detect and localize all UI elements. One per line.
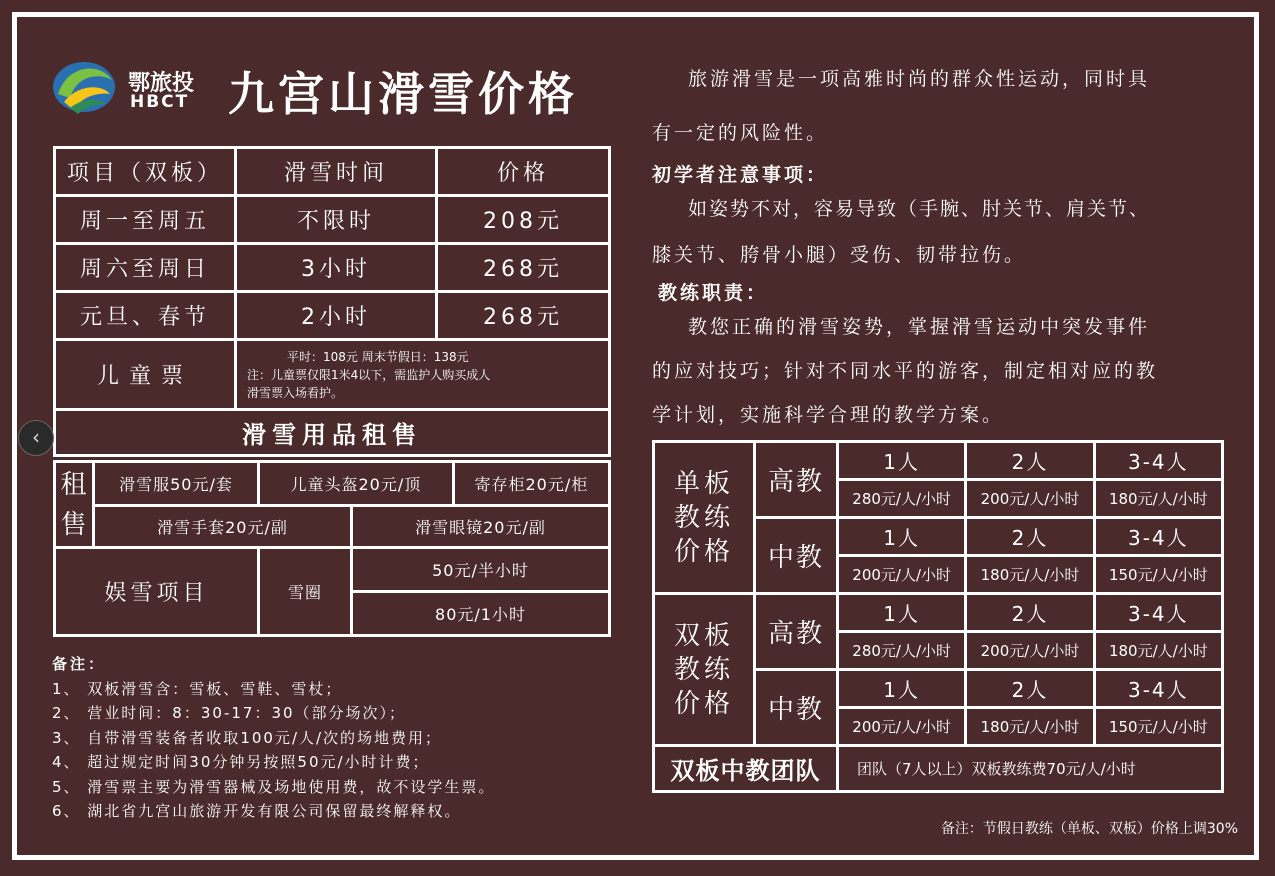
header-price: 价格 [437,148,610,196]
holiday-note: 备注：节假日教练（单板、双板）价格上调30% [940,821,1238,837]
coach-line: 教您正确的滑雪姿势，掌握滑雪运动中突发事件 [688,316,1151,338]
row-item: 周六至周日 [55,244,236,292]
kids-note-line: 滑雪票入场看护。 [247,385,344,400]
coach-price-table [652,440,1224,793]
group-size: 3-4人 [1094,442,1222,480]
note-item: 6、 湖北省九宫山旅游开发有限公司保留最终解释权。 [52,802,462,820]
coach-price: 280元/人/小时 [838,632,966,670]
group-line: 价格 [673,688,734,719]
coach-level: 高教 [755,594,838,670]
row-item: 周一至周五 [55,196,236,244]
table-row [55,244,610,292]
group-line: 教练 [673,502,734,533]
row-time: 不限时 [236,196,437,244]
group-size: 1人 [838,670,966,708]
team-label: 双板中教团队 [654,746,838,792]
coach-price: 150元/人/小时 [1094,708,1222,746]
notes-title: 备注： [52,655,107,673]
team-price-text: 团队（7人以上）双板教练费70元/人/小时 [838,746,1223,792]
rental-item: 滑雪眼镜20元/副 [352,506,610,548]
coach-price: 200元/人/小时 [966,632,1094,670]
table-row [55,292,610,340]
logo-chinese-name: 鄂旅投 [128,71,195,96]
coach-level: 中教 [755,518,838,594]
group-size: 1人 [838,518,966,556]
group-size: 3-4人 [1094,594,1222,632]
note-item: 4、 超过规定时间30分钟另按照50元/小时计费； [52,753,430,771]
coach-level: 中教 [755,670,838,746]
group-size: 2人 [966,518,1094,556]
header-item: 项目（双板） [55,148,236,196]
coach-size-row [654,594,1223,632]
row-time: 3小时 [236,244,437,292]
note-item: 1、 双板滑雪含：雪板、雪鞋、雪杖； [52,679,343,698]
beginner-title: 初学者注意事项： [652,164,829,186]
rental-header-row [55,410,610,456]
beginner-line: 膝关节、胯骨小腿）受伤、韧带拉伤。 [652,244,1027,266]
kids-note-line: 注：儿童票仅限1米4以下，需监护人购买成人 [247,367,491,382]
chevron-left-icon: ‹ [32,425,40,449]
note-item: 2、 营业时间：8：30-17：30（部分场次）； [52,704,407,722]
group-size: 2人 [966,670,1094,708]
logo-english-name: HBCT [130,92,190,112]
team-row [654,746,1223,792]
coach-line: 的应对技巧；针对不同水平的游客，制定相对应的教 [652,360,1159,382]
row-price: 268元 [437,292,610,340]
group-line: 价格 [673,536,734,567]
tube-price: 80元/1小时 [352,592,610,636]
group-size: 2人 [966,594,1094,632]
entertainment-row [55,548,610,592]
ski-price-table [53,146,611,457]
coach-group-label [654,442,755,594]
sale-char: 售 [60,509,88,540]
entertainment-label: 娱雪项目 [55,548,259,636]
coach-level: 高教 [755,442,838,518]
page-title: 九宫山滑雪价格 [228,67,578,121]
coach-price: 200元/人/小时 [838,556,966,594]
rental-item: 儿童头盔20元/顶 [259,462,454,506]
group-size: 1人 [838,442,966,480]
rental-row [55,506,610,548]
group-line: 教练 [673,654,734,685]
coach-title: 教练职责： [658,282,769,304]
coach-price: 180元/人/小时 [1094,632,1222,670]
snow-tube-label: 雪圈 [259,548,352,636]
group-size: 3-4人 [1094,670,1222,708]
rent-sale-tag [55,462,94,548]
row-price: 208元 [437,196,610,244]
coach-group-label [654,594,755,746]
header-time: 滑雪时间 [236,148,437,196]
kids-ticket-label: 儿童票 [55,340,236,410]
rental-table [53,460,611,637]
intro-line: 有一定的风险性。 [652,122,829,144]
coach-line: 学计划，实施科学合理的教学方案。 [652,404,1005,426]
tube-price: 50元/半小时 [352,548,610,592]
rental-row [55,462,610,506]
table-header-row [55,148,610,196]
coach-price: 180元/人/小时 [966,708,1094,746]
rental-item: 寄存柜20元/柜 [453,462,609,506]
group-size: 2人 [966,442,1094,480]
note-item: 3、 自带滑雪装备者收取100元/人/次的场地费用； [52,728,443,747]
beginner-line: 如姿势不对，容易导致（手腕、肘关节、肩关节、 [688,198,1151,220]
previous-button[interactable] [18,420,54,456]
note-item: 5、 滑雪票主要为滑雪器械及场地使用费，故不设学生票。 [52,777,496,796]
group-size: 1人 [838,594,966,632]
coach-size-row [654,442,1223,480]
row-price: 268元 [437,244,610,292]
rent-char: 租 [60,469,88,500]
rental-item: 滑雪手套20元/副 [94,506,352,548]
coach-price: 200元/人/小时 [966,480,1094,518]
row-time: 2小时 [236,292,437,340]
kids-note-line: 平时：108元 周末节假日：138元 [287,349,469,364]
intro-line: 旅游滑雪是一项高雅时尚的群众性运动，同时具 [688,68,1151,90]
coach-price: 180元/人/小时 [966,556,1094,594]
rental-title: 滑雪用品租售 [55,410,610,456]
group-line: 单板 [673,468,734,499]
group-size: 3-4人 [1094,518,1222,556]
kids-ticket-row [55,340,610,410]
notes-section [52,652,495,824]
rental-item: 滑雪服50元/套 [94,462,259,506]
row-item: 元旦、春节 [55,292,236,340]
coach-price: 280元/人/小时 [838,480,966,518]
group-line: 双板 [673,620,734,651]
coach-price: 150元/人/小时 [1094,556,1222,594]
logo-swirl-icon [50,58,118,116]
coach-price: 180元/人/小时 [1094,480,1222,518]
coach-price: 200元/人/小时 [838,708,966,746]
kids-ticket-note [236,340,610,410]
table-row [55,196,610,244]
